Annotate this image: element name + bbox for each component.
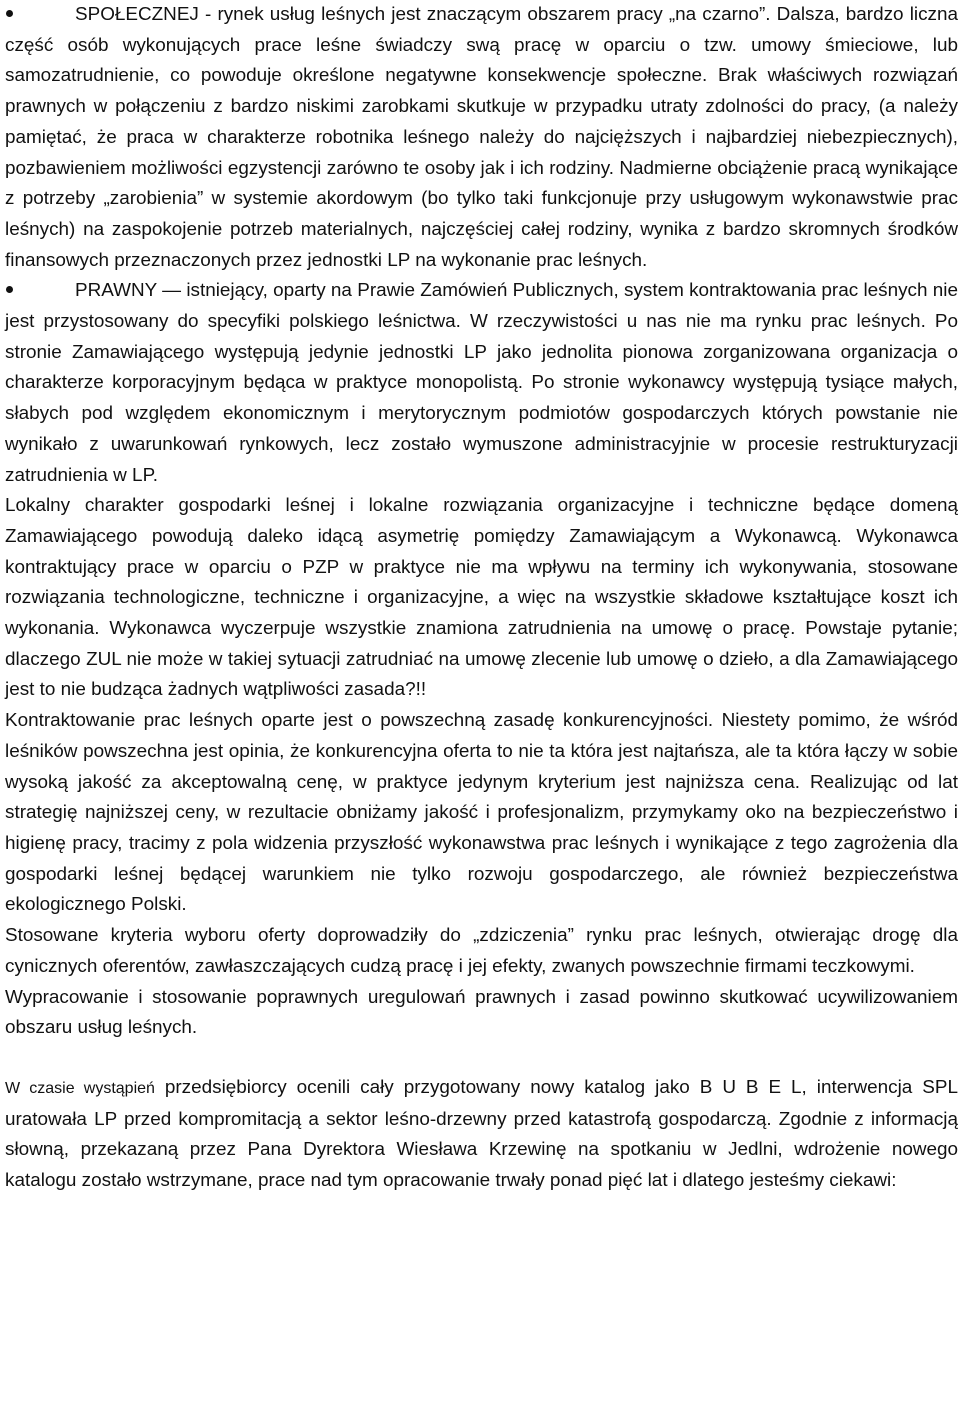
bullet-icon	[6, 10, 13, 17]
bullet-lead-legal: PRAWNY	[75, 280, 157, 302]
paragraph-selection-criteria: Stosowane kryteria wyboru oferty doprowadziły do „zdziczenia” rynku prac leśnych, otwierając drogę dla cynicznych oferentów, zawłaszczających cudzą pracę i jej efekty, zwanych powszechnie firmami teczkowymi.	[5, 925, 958, 977]
paragraph-spacer	[5, 1044, 958, 1073]
bullet-icon	[6, 286, 13, 293]
paragraph-catalog-body: przedsiębiorcy ocenili cały przygotowany nowy katalog jako B U B E L, interwencja SPL uratowała LP przed kompromitacją a sektor leśno-drzewny przed katastrofą gospodarczą. Zgodnie z informacją słowną, przekazaną przez Pana Dyrektora Wiesława Krzewinę na spotkaniu w Jedlni, wdrożenie nowego katalogu zostało wstrzymane, prace nad tym opracowanie trwały ponad pięć lat i dlatego jesteśmy ciekawi:	[5, 1076, 958, 1192]
document-page	[5, 0, 958, 1197]
paragraph-local-character: Lokalny charakter gospodarki leśnej i lokalne rozwiązania organizacyjne i techniczne będące domeną Zamawiającego powodują daleko idącą asymetrię pomiędzy Zamawiającym a Wykonawcą. Wykonawca kontraktujący prace w oparciu o PZP w praktyce nie ma wpływu na terminy ich wykonywania, stosowane rozwiązania technologiczne, techniczne i organizacyjne, a więc na wszystkie składowe kształtujące koszt ich wykonania. Wykonawca wyczerpuje wszystkie znamiona zatrudnienia na umowę o pracę. Powstaje pytanie; dlaczego ZUL nie może w takiej sytuacji zatrudniać na umowę zlecenie lub umowę o dzieło, a dla Zamawiającego jest to nie budząca żadnych wątpliwości zasada?!!	[5, 495, 958, 701]
bullet-paragraph-legal	[5, 276, 958, 491]
paragraph-social-body: - rynek usług leśnych jest znaczącym obszarem pracy „na czarno”. Dalsza, bardzo liczna część osób wykonujących prace leśne świadczy swą pracę w oparciu o tzw. umowy śmieciowe, lub samozatrudnienie, co powoduje określone negatywne konsekwencje społeczne. Brak właściwych rozwiązań prawnych w połączeniu z bardzo niskimi zarobkami skutkuje w przypadku utraty zdolności do pracy, (a należy pamiętać, że praca w charakterze robotnika leśnego należy do najcięższych i najbardziej niebezpiecznych), pozbawieniem możliwości egzystencji zarówno te osoby jak i ich rodziny. Nadmierne obciążenie pracą wynikające z potrzeby „zarobienia” w systemie akordowym (bo tylko taki funkcjonuje przy usługowym wykonawstwie prac leśnych) na zaspokojenie potrzeb materialnych, najczęściej całej rodziny, wynika z bardzo skromnych środków finansowych przeznaczonych przez jednostki LP na wykonanie prac leśnych.	[5, 4, 958, 271]
paragraph-legal-body: — istniejący, oparty na Prawie Zamówień Publicznych, system kontraktowania prac leśnych nie jest przystosowany do specyfiki polskiego leśnictwa. W rzeczywistości u nas nie ma rynku prac leśnych. Po stronie Zamawiającego występują jedynie jednostki LP jako jednolita pionowa zorganizowana organizacja o charakterze korporacyjnym będąca w praktyce monopolistą. Po stronie wykonawcy występują tysiące małych, słabych pod względem ekonomicznym i merytorycznym podmiotów gospodarczych których powstanie nie wynikało z uwarunkowań rynkowych, lecz zostało wymuszone administracyjnie w procesie restrukturyzacji zatrudnienia w LP.	[5, 280, 958, 486]
paragraph-catalog-lead: W czasie wystąpień	[5, 1079, 155, 1097]
bullet-paragraph-social	[5, 0, 958, 276]
paragraph-regulations: Wypracowanie i stosowanie poprawnych uregulowań prawnych i zasad powinno skutkować ucywilizowaniem obszaru usług leśnych.	[5, 986, 958, 1039]
paragraph-catalog	[5, 1073, 958, 1197]
paragraph-competitiveness: Kontraktowanie prac leśnych oparte jest o powszechną zasadę konkurencyjności. Niestety pomimo, że wśród leśników powszechna jest opinia, że konkurencyjna oferta to nie ta która jest najtańsza, ale ta która łączy w sobie wysoką jakość za akceptowalną cenę, w praktyce jedynym kryterium jest najniższa cena. Realizując od lat strategię najniższej ceny, w rezultacie obniżamy jakość i profesjonalizm, przymykamy oko na bezpieczeństwo i higienę pracy, tracimy z pola widzenia przyszłość wykonawstwa prac leśnych i wynikające z tego zagrożenia dla gospodarki leśnej będącej warunkiem nie tylko rozwoju gospodarczego, ale również bezpieczeństwa ekologicznego Polski.	[5, 710, 958, 916]
bullet-lead-social: SPOŁECZNEJ	[75, 4, 199, 25]
